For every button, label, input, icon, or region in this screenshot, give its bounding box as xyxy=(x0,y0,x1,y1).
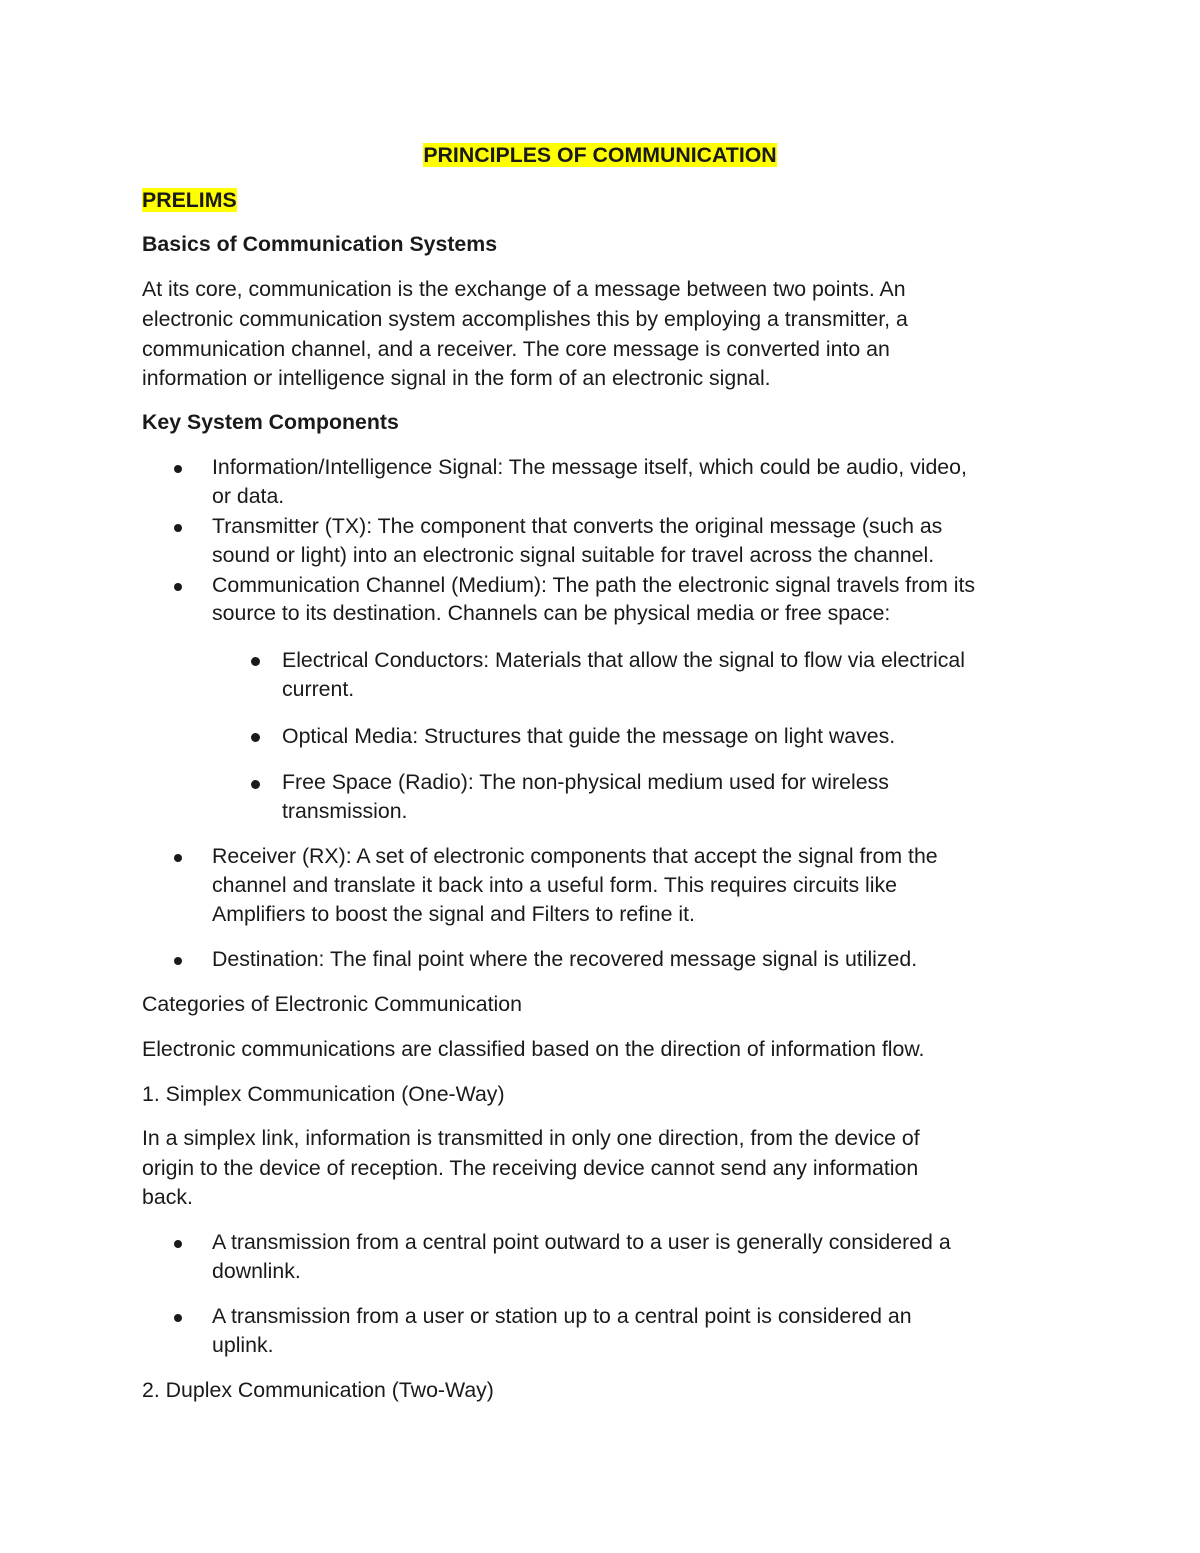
intro-line: electronic communication system accomplishes this by employing a transmitter, a xyxy=(142,307,908,331)
list-item-text: or data. xyxy=(212,484,285,508)
duplex-heading: 2. Duplex Communication (Two-Way) xyxy=(142,1378,494,1402)
intro-line: information or intelligence signal in the form of an electronic signal. xyxy=(142,366,771,390)
list-item-text: Destination: The final point where the recovered message signal is utilized. xyxy=(212,947,918,971)
sub-list-item-text: transmission. xyxy=(282,799,408,823)
list-item-text: Transmitter (TX): The component that converts the original message (such as xyxy=(212,514,943,538)
list-item-text: A transmission from a user or station up to a central point is considered an xyxy=(212,1304,912,1328)
basics-heading: Basics of Communication Systems xyxy=(142,232,498,256)
list-item-text: Information/Intelligence Signal: The message itself, which could be audio, video, xyxy=(212,455,967,479)
categories-paragraph: Electronic communications are classified based on the direction of information flow. xyxy=(142,1037,925,1061)
list-item-text: sound or light) into an electronic signal suitable for travel across the channel. xyxy=(212,543,935,567)
list-item-text: Amplifiers to boost the signal and Filters to refine it. xyxy=(212,902,695,926)
sub-list-item-text: Electrical Conductors: Materials that allow the signal to flow via electrical xyxy=(282,648,965,672)
section-label xyxy=(142,186,1042,216)
sub-list-item-text: current. xyxy=(282,677,355,701)
section-label-text: PRELIMS xyxy=(142,188,237,212)
bullet-icon xyxy=(174,1240,182,1248)
bullet-icon xyxy=(251,780,260,789)
bullet-icon xyxy=(174,583,182,591)
components-heading: Key System Components xyxy=(142,410,399,434)
bullet-icon xyxy=(251,733,260,742)
sub-list-item-text: Optical Media: Structures that guide the message on light waves. xyxy=(282,724,896,748)
simplex-line: In a simplex link, information is transmitted in only one direction, from the device of xyxy=(142,1126,920,1150)
categories-heading: Categories of Electronic Communication xyxy=(142,992,522,1016)
intro-line: communication channel, and a receiver. The core message is converted into an xyxy=(142,337,890,361)
sub-list-item-text: Free Space (Radio): The non-physical medium used for wireless xyxy=(282,770,889,794)
list-item-text: uplink. xyxy=(212,1333,274,1357)
list-item-text: downlink. xyxy=(212,1259,301,1283)
list-item-text: channel and translate it back into a useful form. This requires circuits like xyxy=(212,873,897,897)
doc-title xyxy=(0,141,1200,171)
list-item-text: Communication Channel (Medium): The path the electronic signal travels from its xyxy=(212,573,976,597)
list-item-text: Receiver (RX): A set of electronic components that accept the signal from the xyxy=(212,844,938,868)
bullet-icon xyxy=(251,657,260,666)
doc-title-text: PRINCIPLES OF COMMUNICATION xyxy=(423,143,777,167)
list-item-text: source to its destination. Channels can be physical media or free space: xyxy=(212,601,891,625)
bullet-icon xyxy=(174,524,182,532)
list-item-text: A transmission from a central point outward to a user is generally considered a xyxy=(212,1230,951,1254)
intro-line: At its core, communication is the exchange of a message between two points. An xyxy=(142,277,906,301)
simplex-line: origin to the device of reception. The receiving device cannot send any information xyxy=(142,1156,919,1180)
bullet-icon xyxy=(174,465,182,473)
bullet-icon xyxy=(174,1314,182,1322)
simplex-heading: 1. Simplex Communication (One-Way) xyxy=(142,1082,505,1106)
bullet-icon xyxy=(174,854,182,862)
bullet-icon xyxy=(174,957,182,965)
simplex-line: back. xyxy=(142,1185,193,1209)
